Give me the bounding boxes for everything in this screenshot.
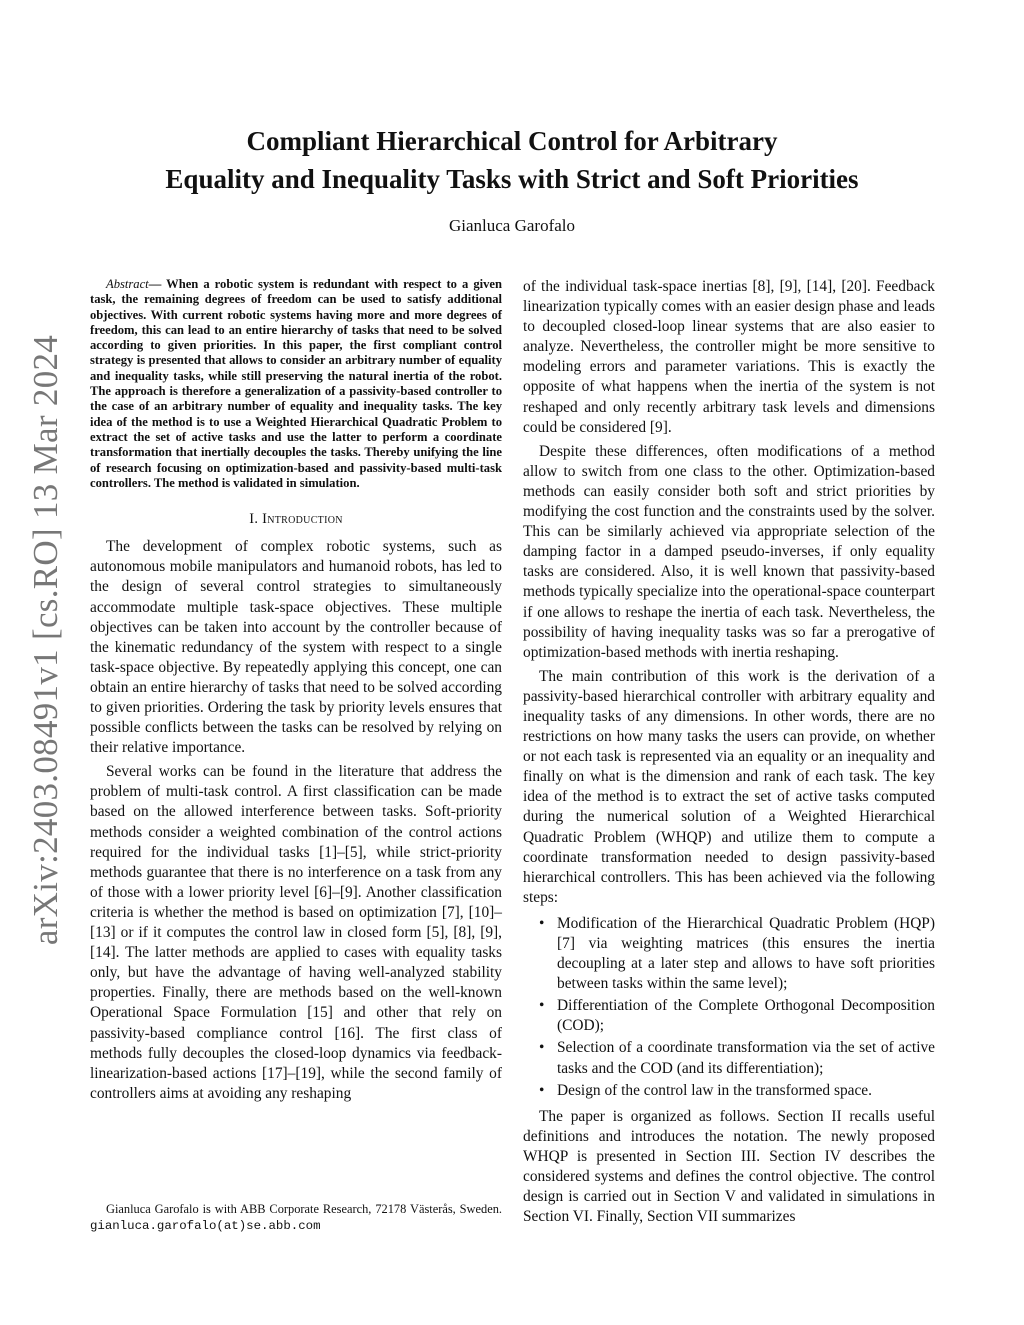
bullet-icon: • xyxy=(539,914,545,932)
abstract-dash: — xyxy=(148,277,162,291)
contribution-item-text: Differentiation of the Complete Orthogonal Decomposition (COD); xyxy=(557,997,935,1035)
intro-paragraph-5: The paper is organized as follows. Section II recalls useful definitions and introduces the notation. The newly proposed WHQP is presented in Section III. Section IV describes the considered systems and defines the control objective. The control design is carried out in Section V and validated in simulations in Section VI. Finally, Section VII summarizes xyxy=(523,1107,935,1226)
left-column xyxy=(90,277,502,1108)
contribution-item-text: Selection of a coordinate transformation via the set of active tasks and the COD (and its differentiation); xyxy=(557,1039,935,1077)
contribution-item xyxy=(539,914,935,994)
author-name: Gianluca Garofalo xyxy=(448,216,576,235)
author-email-link[interactable]: gianluca.garofalo(at)se.abb.com xyxy=(90,1218,321,1233)
intro-paragraph-3: Despite these differences, often modifications of a method allow to switch from one class to the other. Optimization-based methods can easily consider both soft and strict priorities by modifying the cost function and the constraints used by the solver. This can be similarly achieved via appropriate selection of the damping factor in a damped pseudo-inverses, if only equality tasks are considered. Also, it is well known that passivity-based methods typically specialize into the operational-space counterpart if one allows to reshape the inertia of each task. Nevertheless, the possibility of having inequality tasks was so far a prerogative of optimization-based methods with inertia reshaping. xyxy=(523,442,935,661)
bullet-icon: • xyxy=(539,1081,545,1099)
bullet-icon: • xyxy=(539,1039,545,1057)
contribution-item xyxy=(539,996,935,1036)
arxiv-identifier-stamp xyxy=(0,0,65,946)
intro-paragraph-4: The main contribution of this work is the derivation of a passivity-based hierarchical controller with arbitrary equality and inequality tasks of any dimensions. In other words, there are no restrictions on how many tasks the users can provide, on whether or not each task is represented via an equality or an inequality and finally on what is the dimension and rank of each task. The key idea of the method is to extract the set of active tasks computed during the numerical solution of a Weighted Hierarchical Quadratic Problem (WHQP) and utilize them to compute a coordinate transformation needed to design passivity-based hierarchical controllers. This has been achieved via the following steps: xyxy=(523,667,935,906)
paper-title xyxy=(90,122,934,198)
paper-title-line-1: Compliant Hierarchical Control for Arbitrary xyxy=(246,126,778,156)
abstract-text: When a robotic system is redundant with respect to a given task, the remaining degrees of freedom can be used to satisfy additional objectives. With current robotic systems having more and more degrees of freedom, this can lead to an entire hierarchy of tasks that need to be solved according to given priorities. In this paper, the first compliant control strategy is presented that allows to consider an arbitrary number of equality and inequality tasks, while still preserving the natural inertia of the robot. The approach is therefore a generalization of a passivity-based controller to the case of an arbitrary number of equality and inequality tasks. The key idea of the method is to use a Weighted Hierarchical Quadratic Problem to extract the set of active tasks and use the latter to perform a coordinate transformation that inertially decouples the tasks. Thereby unifying the line of research focusing on optimization-based and passivity-based multi-task controllers. The method is validated in simulation. xyxy=(90,277,503,490)
contribution-list xyxy=(523,914,935,1101)
abstract xyxy=(90,277,502,491)
paper-title-line-2: Equality and Inequality Tasks with Strict and Soft Priorities xyxy=(165,164,859,194)
arxiv-identifier-text: arXiv:2403.08491v1 [cs.RO] 13 Mar 2024 xyxy=(26,334,65,946)
intro-paragraph-continuation: of the individual task-space inertias [8], [9], [14], [20]. Feedback linearization typically comes with an easier design phase and leads to decoupled closed-loop linear systems that are also easier to analyze. Nevertheless, the controller might be more sensitive to modeling errors and parameter variations. This is exactly the opposite of what happens when the inertia of the system is not reshaped and only recently arbitrary task levels and dimensions could be considered [9]. xyxy=(523,278,935,436)
section-heading-introduction: I. Introduction xyxy=(249,511,343,528)
contribution-item xyxy=(539,1038,935,1078)
abstract-label: Abstract xyxy=(106,277,149,291)
contribution-item xyxy=(539,1081,935,1101)
contribution-item-text: Design of the control law in the transformed space. xyxy=(557,1081,872,1099)
footnote-text: Gianluca Garofalo is with ABB Corporate Research, 72178 Västerås, Sweden. xyxy=(106,1202,502,1216)
intro-paragraph-2: Several works can be found in the literature that address the problem of multi-task control. A first classification can be made based on the allowed interference between tasks. Soft-priority methods consider a weighted combination of the control actions required for the individual tasks [1]–[5], while strict-priority methods guarantee that there is no interference on a task from any of those with a lower priority level [6]–[9]. Another classification criteria is whether the method is based on optimization [7], [10]–[13] or if it computes the control law in closed form [5], [8], [9], [14]. The latter methods are applied to cases with equality tasks only, but have the advantage of having well-analyzed stability properties. Finally, there are methods based on the well-known Operational Space Formulation [15] and other that rely on passivity-based compliance control [16]. The first class of methods fully decouples the closed-loop dynamics via feedback-linearization-based actions [17]–[19], while the second family of controllers aims at avoiding any reshaping xyxy=(90,763,502,1102)
contribution-item-text: Modification of the Hierarchical Quadratic Problem (HQP) [7] via weighting matrices (this ensures the inertia decoupling at a later step and allows to have soft priorities between tasks within the same level); xyxy=(557,914,935,993)
intro-paragraph-1: The development of complex robotic systems, such as autonomous mobile manipulators and humanoid robots, has led to the design of several control strategies to simultaneously accommodate multiple task-space objectives. These multiple objectives can be taken into account by the controller because of the kinematic redundancy of the system with respect to a single task-space objective. By repeatedly applying this concept, one can obtain an entire hierarchy of tasks that need to be solved according to given priorities. Ordering the task by priority levels ensures that possible conflicts between the tasks can be resolved by relying on their relative importance. xyxy=(90,538,502,757)
bullet-icon: • xyxy=(539,997,545,1015)
right-column xyxy=(523,277,935,1231)
author-affiliation-footnote xyxy=(90,1202,502,1234)
